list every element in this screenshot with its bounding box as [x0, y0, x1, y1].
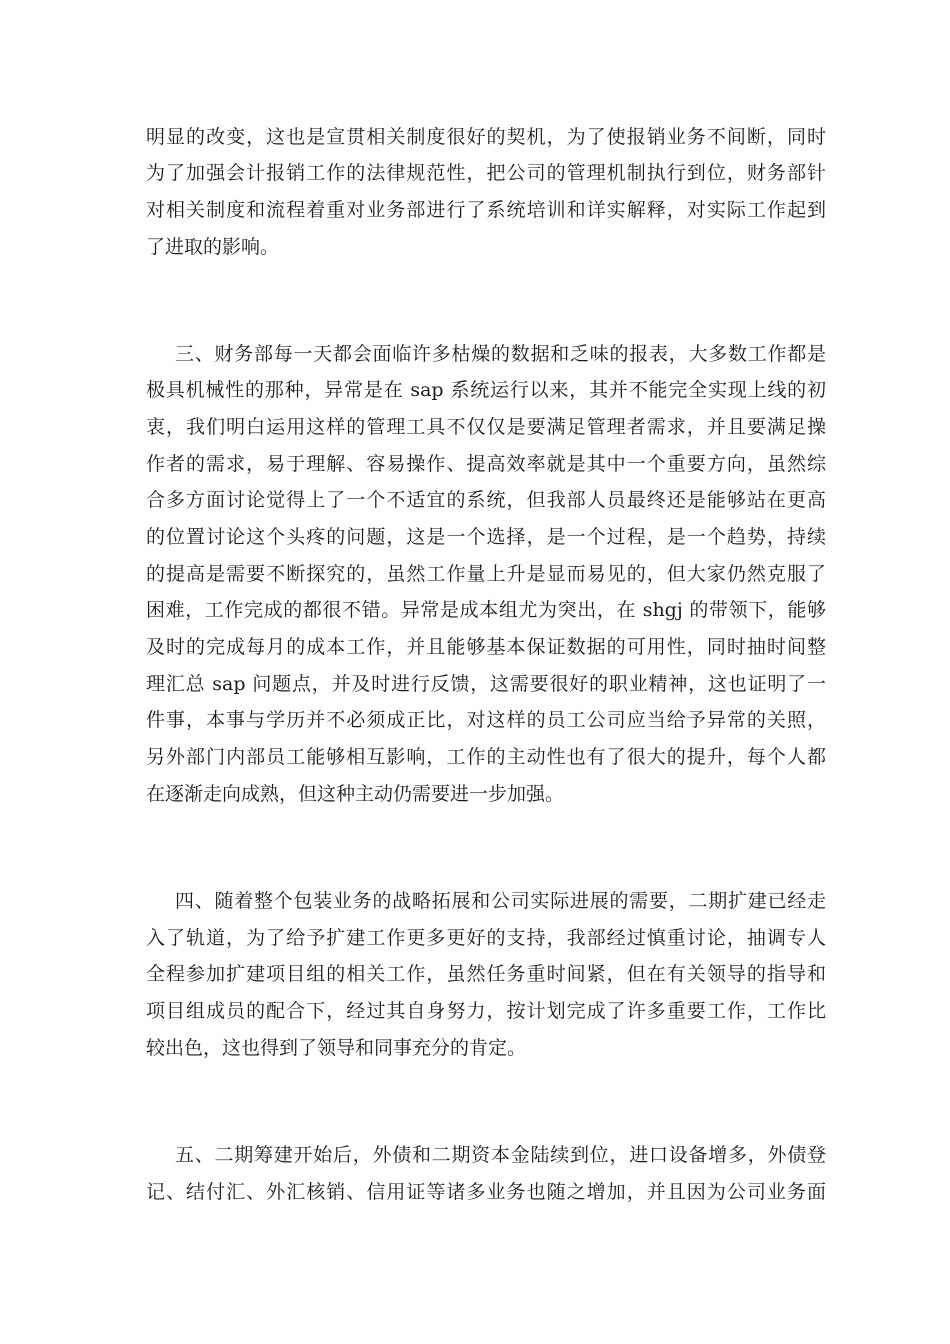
paragraph-first-line: 四、随着整个包装业务的战略拓展和公司实际进展的需要，二期扩建已经走: [175, 890, 826, 912]
text-line: 项目组成员的配合下，经过其自身努力，按计划完成了许多重要工作，工作比: [146, 1000, 826, 1022]
text-line: 衷，我们明白运用这样的管理工具不仅仅是要满足管理者需求，并且要满足操: [146, 416, 826, 438]
text-line: 理汇总 sap 问题点，并及时进行反馈，这需要很好的职业精神，这也证明了一: [146, 673, 826, 695]
text-line: 对相关制度和流程着重对业务部进行了系统培训和详实解释，对实际工作起到: [146, 199, 826, 221]
text-line: 为了加强会计报销工作的法律规范性，把公司的管理机制执行到位，财务部针: [146, 162, 826, 184]
text-line: 合多方面讨论觉得上了一个不适宜的系统，但我部人员最终还是能够站在更高: [146, 489, 826, 511]
text-line: 另外部门内部员工能够相互影响，工作的主动性也有了很大的提升，每个人都: [146, 746, 826, 768]
text-line: 极具机械性的那种，异常是在 sap 系统运行以来，其并不能完全实现上线的初: [146, 379, 826, 401]
paragraph-first-line: 三、财务部每一天都会面临许多枯燥的数据和乏味的报表，大多数工作都是: [175, 343, 826, 365]
text-line: 了进取的影响。: [146, 236, 280, 258]
text-line: 全程参加扩建项目组的相关工作，虽然任务重时间紧，但在有关领导的指导和: [146, 963, 826, 985]
text-line: 明显的改变，这也是宣贯相关制度很好的契机，为了使报销业务不间断，同时: [146, 126, 826, 148]
text-line: 件事，本事与学历并不必须成正比，对这样的员工公司应当给予异常的关照，: [146, 709, 826, 731]
text-line: 记、结付汇、外汇核销、信用证等诸多业务也随之增加，并且因为公司业务面: [146, 1181, 826, 1203]
text-line: 及时的完成每月的成本工作，并且能够基本保证数据的可用性，同时抽时间整: [146, 636, 826, 658]
paragraph-first-line: 五、二期筹建开始后，外债和二期资本金陆续到位，进口设备增多，外债登: [175, 1144, 826, 1166]
text-line: 较出色，这也得到了领导和同事充分的肯定。: [146, 1037, 527, 1059]
text-line: 困难，工作完成的都很不错。异常是成本组尤为突出，在 shgj 的带领下，能够: [146, 599, 826, 621]
text-line: 的提高是需要不断探究的，虽然工作量上升是显而易见的，但大家仍然克服了: [146, 563, 826, 585]
text-line: 作者的需求，易于理解、容易操作、提高效率就是其中一个重要方向，虽然综: [146, 453, 826, 475]
text-line: 在逐渐走向成熟，但这种主动仍需要进一步加强。: [146, 783, 565, 805]
text-line: 的位置讨论这个头疼的问题，这是一个选择，是一个过程，是一个趋势，持续: [146, 526, 826, 548]
text-line: 入了轨道，为了给予扩建工作更多更好的支持，我部经过慎重讨论，抽调专人: [146, 927, 826, 949]
